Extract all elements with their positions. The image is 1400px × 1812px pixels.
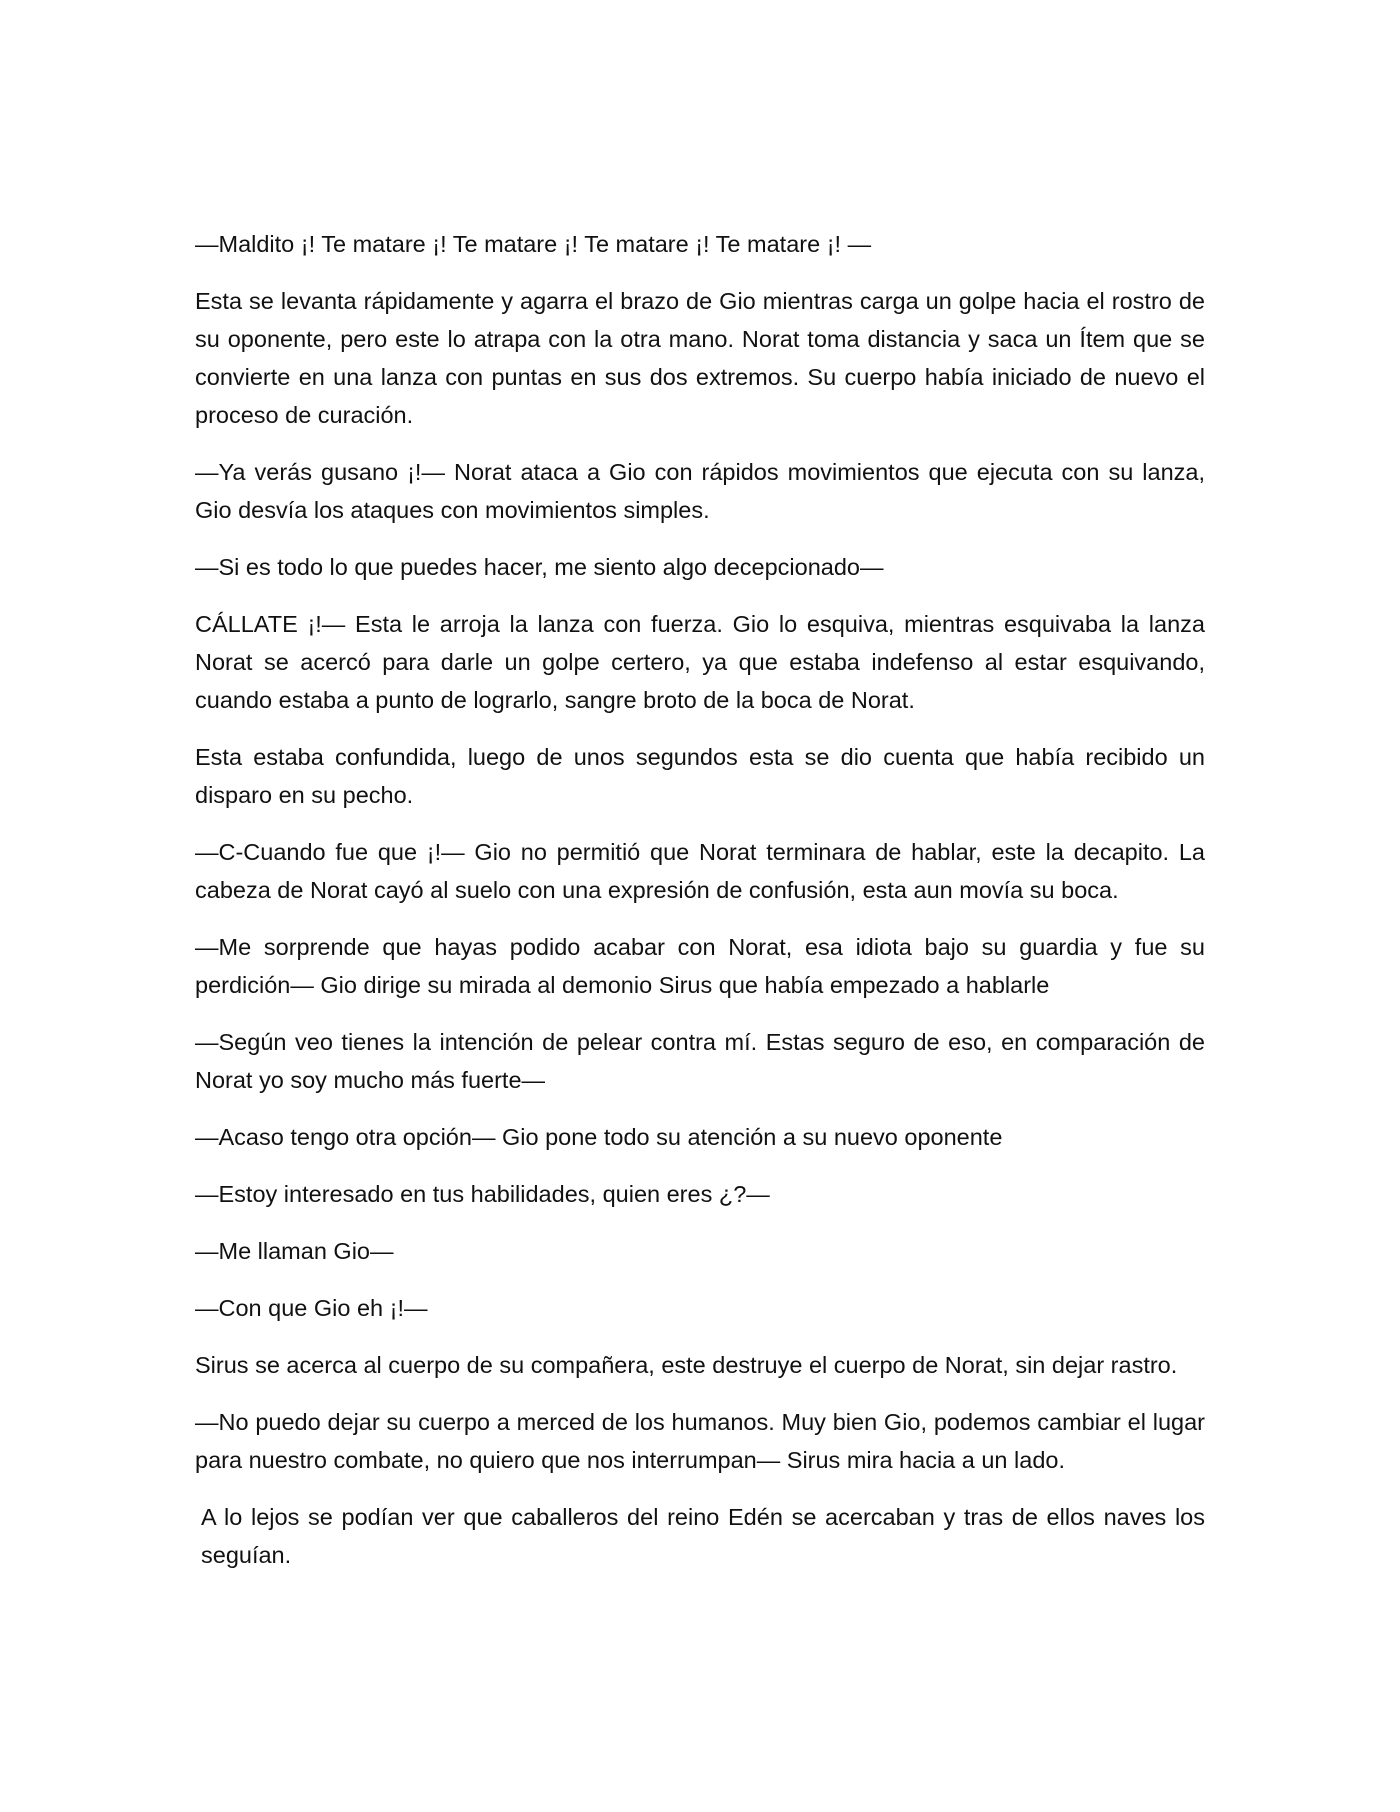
paragraph: —Me sorprende que hayas podido acabar con Norat, esa idiota bajo su guardia y fue su perdición— Gio dirige su mirada al demonio Sirus que había empezado a hablarle	[195, 934, 1205, 998]
paragraph: —Ya verás gusano ¡!— Norat ataca a Gio con rápidos movimientos que ejecuta con su lanza, Gio desvía los ataques con movimientos simples.	[195, 459, 1205, 523]
paragraph: —Estoy interesado en tus habilidades, quien eres ¿?—	[195, 1181, 770, 1207]
paragraph: CÁLLATE ¡!— Esta le arroja la lanza con fuerza. Gio lo esquiva, mientras esquivaba la lanza Norat se acercó para darle un golpe certero, ya que estaba indefenso al estar esquivando, cuando estaba a punto de lograrlo, sangre broto de la boca de Norat.	[195, 611, 1205, 713]
paragraph: Sirus se acerca al cuerpo de su compañera, este destruye el cuerpo de Norat, sin dejar rastro.	[195, 1352, 1178, 1378]
paragraph: Esta estaba confundida, luego de unos segundos esta se dio cuenta que había recibido un disparo en su pecho.	[195, 744, 1205, 808]
paragraph: Esta se levanta rápidamente y agarra el brazo de Gio mientras carga un golpe hacia el rostro de su oponente, pero este lo atrapa con la otra mano. Norat toma distancia y saca un Ítem que se convierte en una lanza con puntas en sus dos extremos. Su cuerpo había iniciado de nuevo el proceso de curación.	[195, 288, 1205, 428]
paragraph: —Según veo tienes la intención de pelear contra mí. Estas seguro de eso, en comparación de Norat yo soy mucho más fuerte—	[195, 1029, 1205, 1093]
paragraph: —Me llaman Gio—	[195, 1238, 394, 1264]
paragraph: —Si es todo lo que puedes hacer, me siento algo decepcionado—	[195, 554, 884, 580]
paragraph: A lo lejos se podían ver que caballeros del reino Edén se acercaban y tras de ellos naves los seguían.	[201, 1504, 1205, 1568]
paragraph: —Maldito ¡! Te matare ¡! Te matare ¡! Te matare ¡! Te matare ¡! —	[195, 231, 872, 257]
paragraph: —Con que Gio eh ¡!—	[195, 1295, 428, 1321]
paragraph: —No puedo dejar su cuerpo a merced de los humanos. Muy bien Gio, podemos cambiar el lugar para nuestro combate, no quiero que nos interrumpan— Sirus mira hacia a un lado.	[195, 1409, 1205, 1473]
paragraph: —Acaso tengo otra opción— Gio pone todo su atención a su nuevo oponente	[195, 1124, 1003, 1150]
paragraph: —C-Cuando fue que ¡!— Gio no permitió que Norat terminara de hablar, este la decapito. La cabeza de Norat cayó al suelo con una expresión de confusión, esta aun movía su boca.	[195, 839, 1205, 903]
document-page	[195, 225, 1205, 1593]
